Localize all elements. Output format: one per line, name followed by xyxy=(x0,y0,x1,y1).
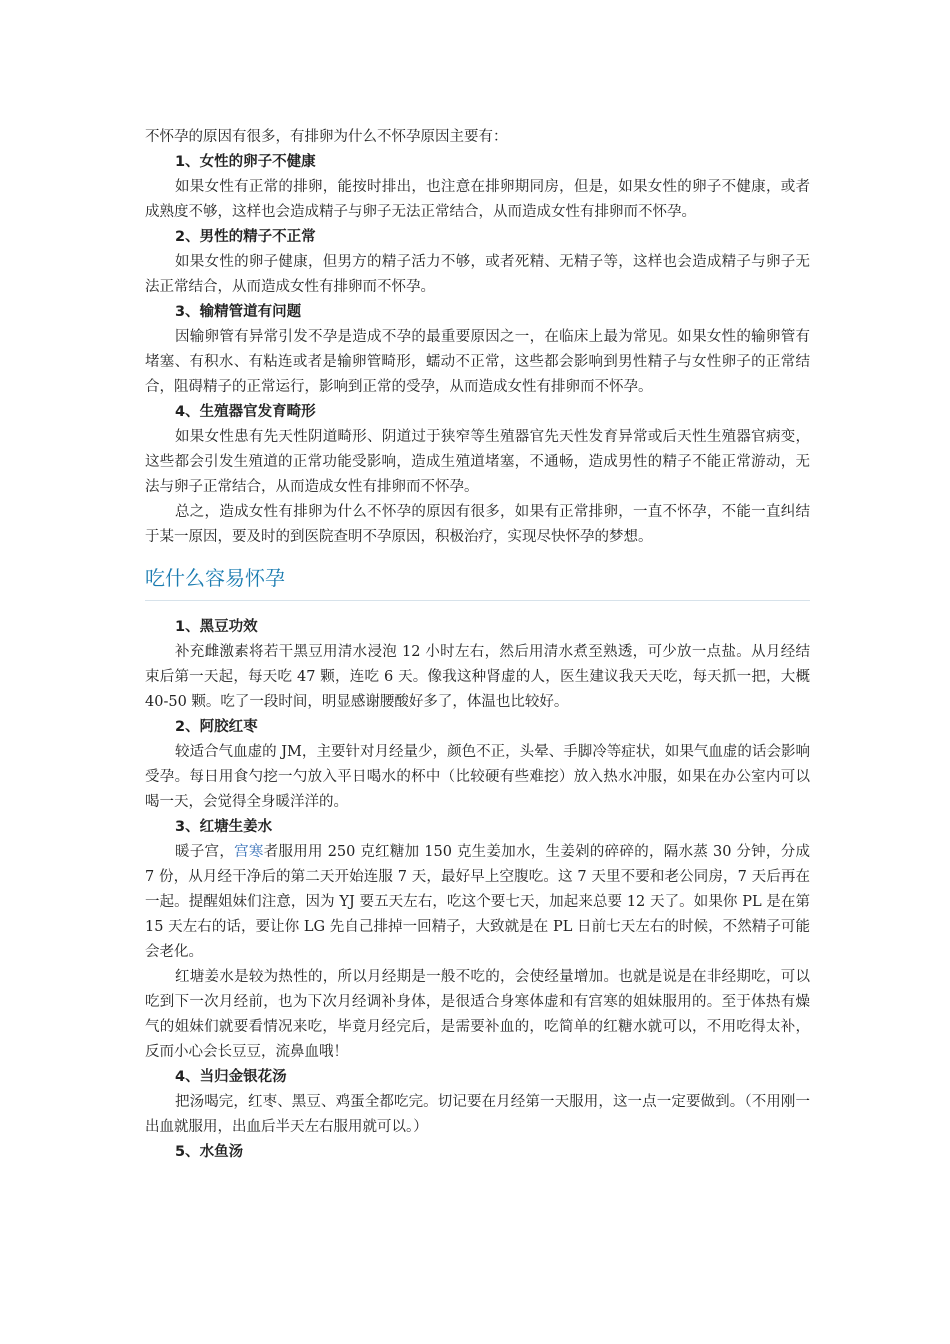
foods-section xyxy=(145,615,810,1165)
cause-heading-3: 3、输精管道有问题 xyxy=(175,304,302,320)
cause-text-1: 如果女性有正常的排卵，能按时排出，也注意在排卵期同房，但是，如果女性的卵子不健康，或者成熟度不够，这样也会造成精子与卵子无法正常结合，从而造成女性有排卵而不怀孕。 xyxy=(145,179,810,220)
cause-heading-4: 4、生殖器官发育畸形 xyxy=(175,404,316,420)
food-heading-2: 2、阿胶红枣 xyxy=(175,719,258,735)
food-heading-3: 3、红塘生姜水 xyxy=(175,819,273,835)
document-page xyxy=(145,125,810,1165)
conclusion-paragraph: 总之，造成女性有排卵为什么不怀孕的原因有很多，如果有正常排卵，一直不怀孕，不能一直纠结于某一原因，要及时的到医院查明不孕原因，积极治疗，实现尽快怀孕的梦想。 xyxy=(145,504,810,545)
intro-paragraph: 不怀孕的原因有很多，有排卵为什么不怀孕原因主要有： xyxy=(145,129,508,145)
food-text-4: 把汤喝完，红枣、黑豆、鸡蛋全都吃完。切记要在月经第一天服用，这一点一定要做到。（不用刚一出血就服用，出血后半天左右服用就可以。） xyxy=(145,1094,810,1135)
food-text-3b: 红塘姜水是较为热性的，所以月经期是一般不吃的，会使经量增加。也就是说是在非经期吃，可以吃到下一次月经前，也为下次月经调补身体，是很适合身寒体虚和有宫寒的姐妹服用的。至于体热有燥气的姐妹们就要看情况来吃，毕竟月经完后，是需要补血的，吃简单的红糖水就可以，不用吃得太补，反而小心会长豆豆，流鼻血哦！ xyxy=(145,969,810,1060)
food-heading-5: 5、水鱼汤 xyxy=(175,1144,244,1160)
cause-text-4: 如果女性患有先天性阴道畸形、阴道过于狭窄等生殖器官先天性发育异常或后天性生殖器官病变，这些都会引发生殖道的正常功能受影响，造成生殖道堵塞，不通畅，造成男性的精子不能正常游动，无法与卵子正常结合，从而造成女性有排卵而不怀孕。 xyxy=(145,429,810,495)
food-text-3 xyxy=(145,840,810,965)
food-heading-4: 4、当归金银花汤 xyxy=(175,1069,287,1085)
food-heading-1: 1、黑豆功效 xyxy=(175,619,258,635)
cause-text-3: 因输卵管有异常引发不孕是造成不孕的最重要原因之一，在临床上最为常见。如果女性的输卵管有堵塞、有积水、有粘连或者是输卵管畸形，蠕动不正常，这些都会影响到男性精子与女性卵子的正常结合，阻碍精子的正常运行，影响到正常的受孕，从而造成女性有排卵而不怀孕。 xyxy=(145,329,810,395)
gonghan-link[interactable]: 宫寒 xyxy=(234,844,264,860)
food-text-1: 补充雌激素将若干黑豆用清水浸泡 12 小时左右，然后用清水煮至熟透，可少放一点盐。从月经结束后第一天起，每天吃 47 颗，连吃 6 天。像我这种肾虚的人，医生建议我天天吃，每天抓一把，大概 40-50 颗。吃了一段时间，明显感谢腰酸好多了，体温也比较好。 xyxy=(145,644,810,710)
food-text-3-pre: 暖子宫， xyxy=(175,844,235,860)
food-text-2: 较适合气血虚的 JM，主要针对月经量少，颜色不正，头晕、手脚冷等症状，如果气血虚的话会影响受孕。每日用食勺挖一勺放入平日喝水的杯中（比较硬有些难挖）放入热水冲服，如果在办公室内可以喝一天，会觉得全身暖洋洋的。 xyxy=(145,744,810,810)
cause-text-2: 如果女性的卵子健康，但男方的精子活力不够，或者死精、无精子等，这样也会造成精子与卵子无法正常结合，从而造成女性有排卵而不怀孕。 xyxy=(145,254,810,295)
cause-heading-1: 1、女性的卵子不健康 xyxy=(175,154,316,170)
food-text-3-post: 者服用用 250 克红糖加 150 克生姜加水，生姜剁的碎碎的，隔水蒸 30 分钟，分成 7 份，从月经干净后的第二天开始连服 7 天，最好早上空腹吃。这 7 天里不要和老公同房，7 天后再在一起。提醒姐妹们注意，因为 YJ 要五天左右，吃这个要七天，加起来总要 12 天了。如果你 PL 是在第 15 天左右的话，要让你 LG 先自己排掉一回精子，大致就是在 PL 日前七天左右的时候，不然精子可能会老化。 xyxy=(145,844,810,960)
section-title-foods: 吃什么容易怀孕 xyxy=(145,564,810,601)
cause-heading-2: 2、男性的精子不正常 xyxy=(175,229,316,245)
